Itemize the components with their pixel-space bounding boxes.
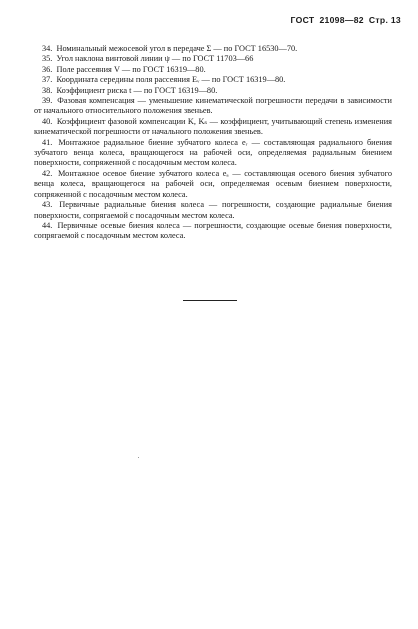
list-item [34, 200, 392, 221]
list-item [34, 117, 392, 138]
list-item [34, 138, 392, 169]
item-text: Угол наклона винтовой линии ψ — по ГОСТ 11703—66 [56, 54, 254, 64]
standard-number: 21098—82 [319, 15, 364, 25]
item-number: 44. [42, 220, 53, 230]
page-header [286, 15, 401, 25]
item-text: Первичные радиальные биения колеса — погрешности, создающие радиальные биения поверхности, сопрягаемой с посадочным местом колеса. [34, 200, 393, 220]
item-text: Номинальный межосевой угол в передаче Σ — по ГОСТ 16530—70. [56, 44, 298, 53]
item-text: Монтажное осевое биение зубчатого колеса eₐ — составляющая осевого биения зубчатого венца колеса, вращающегося на рабочей оси, определяемая осевым биением поверхности, сопряженной с посадочным местом колеса. [34, 168, 392, 199]
item-text: Коэффициент риска t — по ГОСТ 16319—80. [56, 85, 218, 95]
item-number: 35. [42, 54, 53, 64]
item-number: 37. [42, 75, 53, 85]
item-number: 36. [42, 64, 53, 74]
item-text: Коэффициент фазовой компенсации K, Kₛ — коэффициент, учитывающий степень изменения кинематической погрешности от начального положения звеньев. [34, 116, 392, 137]
list-item [34, 44, 392, 54]
item-text: Монтажное радиальное биение зубчатого колеса eᵣ — составляющая радиального биения зубчатого венца колеса, вращающегося на рабочей оси, определяемая радиальным биением поверхности, сопряженной с посадочным местом колеса. [34, 137, 393, 168]
document-body [34, 44, 392, 242]
item-number: 42. [42, 168, 53, 178]
item-number: 41. [42, 137, 53, 147]
list-item [34, 65, 392, 75]
item-text: Поле рассеяния V — по ГОСТ 16319—80. [56, 64, 206, 74]
item-number: 43. [42, 200, 53, 210]
list-item [34, 75, 392, 85]
scan-speck [138, 457, 139, 458]
item-text: Фазовая компенсация — уменьшение кинематической погрешности передачи в зависимости от начального относительного положения звеньев. [34, 96, 392, 116]
item-text: Первичные осевые биения колеса — погрешности, создающие осевые биения поверхности, сопрягаемой с посадочным местом колеса. [34, 220, 392, 241]
page-number: Стр. 13 [368, 15, 401, 25]
list-item [34, 221, 392, 242]
list-item [34, 96, 392, 117]
item-text: Координата середины поля рассеяния Eᵥ — по ГОСТ 16319—80. [56, 75, 286, 85]
item-number: 39. [42, 96, 53, 106]
list-item [34, 86, 392, 96]
item-number: 38. [42, 85, 53, 95]
standard-label: ГОСТ [290, 15, 315, 25]
section-divider [183, 300, 237, 301]
list-item [34, 169, 392, 200]
item-number: 34. [42, 44, 53, 53]
item-number: 40. [42, 116, 53, 126]
list-item [34, 54, 392, 64]
